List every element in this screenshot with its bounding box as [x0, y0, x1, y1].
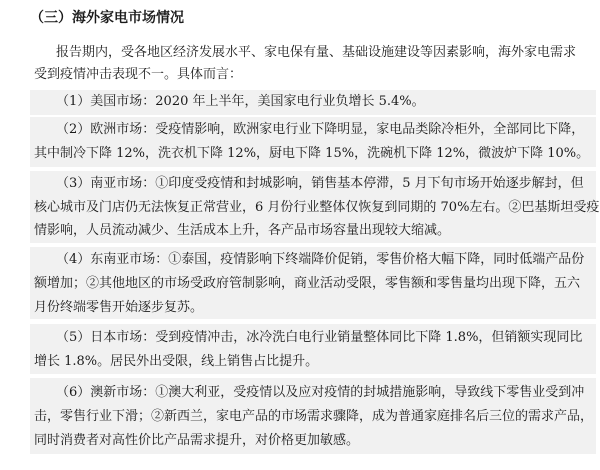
region-japan-line: 增长 1.8%。居民外出受限，线上销售占比提升。: [34, 354, 319, 369]
region-anz-line: 同时消费者对高性价比产品需求提升，对价格更加敏感。: [34, 433, 360, 448]
section-heading: （三）海外家电市场情况: [30, 10, 184, 26]
region-southeast-asia-line: 月份终端零售开始逐步复苏。: [34, 300, 204, 315]
region-south-asia-line: （3）南亚市场：①印度受疫情和封城影响，销售基本停滞，5 月下旬市场开始逐步解封，但: [56, 176, 584, 191]
region-japan-line: （5）日本市场：受到疫情冲击，冰冷洗白电行业销量整体同比下降 1.8%，但销额实现同比: [56, 330, 583, 345]
region-europe-line: 其中制冷下降 12%，洗衣机下降 12%，厨电下降 15%，洗碗机下降 12%，微波炉下降 10%。: [34, 146, 590, 161]
region-europe-line: （2）欧洲市场：受疫情影响，欧洲家电行业下降明显，家电品类除冷柜外，全部同比下降，: [56, 122, 585, 137]
region-south-asia-line: 核心城市及门店仍无法恢复正常营业，6 月份行业整体仅恢复到同期的 70%左右。②巴基斯坦受疫: [34, 200, 600, 215]
region-southeast-asia-line: 额增加；②其他地区的市场受政府管制影响，商业活动受限，零售额和零售量均出现下降，五六: [34, 276, 581, 291]
region-anz-line: （6）澳新市场：①澳大利亚，受疫情以及应对疫情的封城措施影响，导致线下零售业受到冲: [56, 385, 585, 400]
region-anz-line: 击，零售行业下滑；②新西兰，家电产品的市场需求骤降，成为普通家庭排名后三位的需求产品，: [34, 409, 594, 424]
region-south-asia-line: 情影响，人员流动减少、生活成本上升，各产品市场容量出现较大缩减。: [34, 223, 451, 238]
region-southeast-asia-line: （4）东南亚市场：①泰国，疫情影响下终端降价促销，零售价格大幅下降，同时低端产品份: [56, 252, 585, 267]
region-us-line: （1）美国市场：2020 年上半年，美国家电行业负增长 5.4%。: [56, 94, 425, 109]
intro-line: 报告期内，受各地区经济发展水平、家电保有量、基础设施建设等因素影响，海外家电需求: [56, 45, 577, 60]
intro-line: 受到疫情冲击表现不一。具体而言：: [34, 67, 243, 82]
